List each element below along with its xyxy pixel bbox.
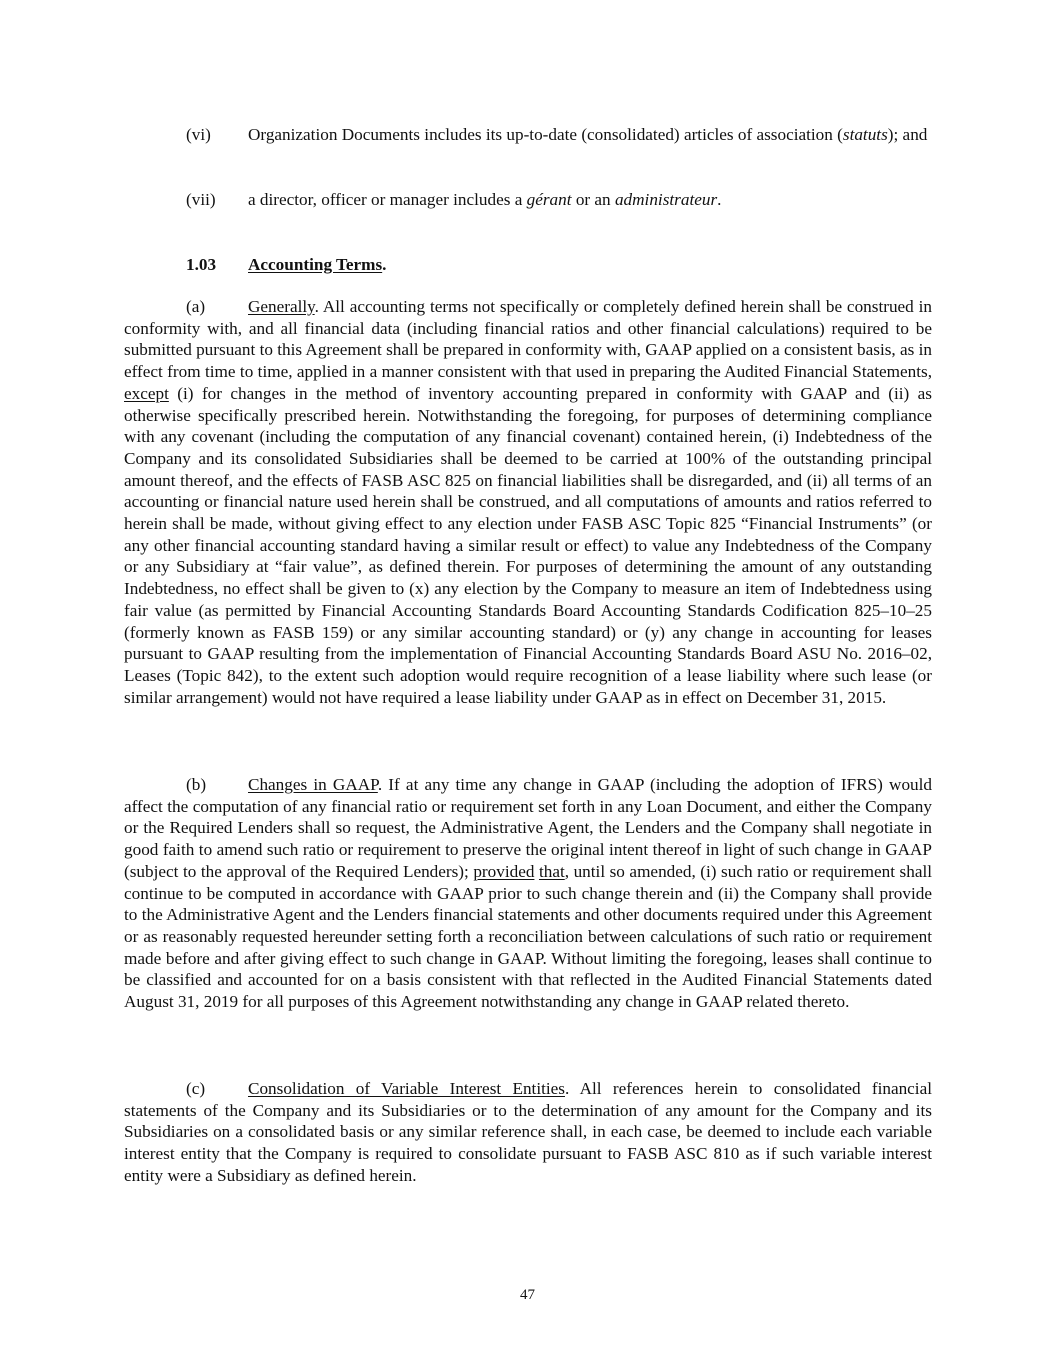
item-vi <box>124 124 932 146</box>
paragraph-a-label: (a) <box>186 297 206 316</box>
paragraph-c-heading: Consolidation of Variable Interest Entities <box>248 1079 565 1098</box>
item-vii-text-or: or an <box>571 190 615 209</box>
paragraph-b <box>124 774 932 1013</box>
paragraph-b-text-2: , until so amended, (i) such ratio or requirement shall continue to be computed in accordance with GAAP prior to such change therein and (ii) the Company shall provide to the Administrative Agent and the Lenders financial statements and other documents required under this Agreement or as reasonably requested hereunder setting forth a reconciliation between calculations of such ratio or requirement made before and after giving effect to such change in GAAP. Without limiting the foregoing, leases shall continue to be classified and accounted for on a basis consistent with that reflected in the Audited Financial Statements dated August 31, 2019 for all purposes of this Agreement notwithstanding any change in GAAP related thereto. <box>124 861 932 1012</box>
paragraph-a <box>124 296 932 708</box>
page-number: 47 <box>520 1287 535 1303</box>
item-vii <box>124 189 932 211</box>
item-vii-italic-gerant: gérant <box>526 190 572 209</box>
paragraph-b-provided: provided <box>473 861 535 881</box>
paragraph-a-text-2: (i) for changes in the method of inventory accounting prepared in conformity with GAAP and (ii) as otherwise specifically prescribed herein. Notwithstanding the foregoing, for purposes of determining compliance with any covenant (including the computation of any financial covenant) contained herein, (i) Indebtedness of the Company and its consolidated Subsidiaries shall be deemed to be carried at 100% of the outstanding principal amount thereof, and the effects of FASB ASC 825 on financial liabilities shall be disregarded, and (ii) all terms of an accounting or financial nature used herein shall be construed, and all computations of amounts and ratios referred to herein shall be made, without giving effect to any election under FASB ASC Topic 825 “Financial Instruments” (or any other financial accounting standard having a similar result or effect) to value any Indebtedness of the Company or any Subsidiary at “fair value”, as defined therein. For purposes of determining the amount of any outstanding Indebtedness, no effect shall be given to (x) any election by the Company to measure an item of Indebtedness using fair value (as permitted by Financial Accounting Standards Board Accounting Standards Codification 825–10–25 (formerly known as FASB 159) or any similar accounting standard) or (y) any change in accounting for leases pursuant to GAAP resulting from the implementation of Financial Accounting Standards Board ASU No. 2016–02, Leases (Topic 842), to the extent such adoption would require recognition of a lease liability where such lease (or similar arrangement) would not have required a lease liability under GAAP as in effect on December 31, 2015. <box>124 383 932 707</box>
section-title: Accounting Terms <box>248 255 383 274</box>
paragraph-b-that: that <box>538 861 565 881</box>
paragraph-c <box>124 1078 932 1187</box>
item-vi-end: ); and <box>887 125 928 144</box>
section-title-period: . <box>382 255 387 274</box>
paragraph-b-text-1: . If at any time any change in GAAP (including the adoption of IFRS) would affect the computation of any financial ratio or requirement set forth in any Loan Document, and either the Company or the Required Lenders shall so request, the Administrative Agent, the Lenders and the Company shall negotiate in good faith to amend such ratio or requirement to preserve the original intent thereof in light of such change in GAAP (subject to the approval of the Required Lenders); <box>124 775 932 881</box>
paragraph-a-text-1: . All accounting terms not specifically or completely defined herein shall be construed in conformity with, and all financial data (including financial ratios and other financial calculations) required to be submitted pursuant to this Agreement shall be prepared in conformity with, GAAP applied on a consistent basis, as in effect from time to time, applied in a manner consistent with that used in preparing the Audited Financial Statements, <box>124 297 932 382</box>
item-vi-text: Organization Documents includes its up-to-date (consolidated) articles of association ( <box>248 125 843 144</box>
paragraph-b-heading: Changes in GAAP <box>248 775 378 794</box>
item-vii-italic-administrateur: administrateur <box>614 190 718 209</box>
paragraph-c-text-1: . All references herein to consolidated financial statements of the Company and its Subsidiaries or to the determination of any amount for the Company and its Subsidiaries on a consolidated basis or any similar reference shall, in each case, be deemed to include each variable interest entity that the Company is required to consolidate pursuant to FASB ASC 810 as if such variable interest entity were a Subsidiary as defined herein. <box>124 1079 932 1185</box>
paragraph-b-label: (b) <box>186 775 207 794</box>
item-vii-label: (vii) <box>186 190 216 209</box>
item-vi-italic: statuts <box>842 125 888 144</box>
item-vii-end: . <box>717 190 722 209</box>
section-heading <box>186 254 932 276</box>
paragraph-a-heading: Generally <box>248 297 315 316</box>
paragraph-a-except: except <box>124 383 169 403</box>
section-number: 1.03 <box>186 255 217 274</box>
paragraph-c-label: (c) <box>186 1079 206 1098</box>
item-vii-text: a director, officer or manager includes a <box>248 190 527 209</box>
item-vi-label: (vi) <box>186 125 211 144</box>
